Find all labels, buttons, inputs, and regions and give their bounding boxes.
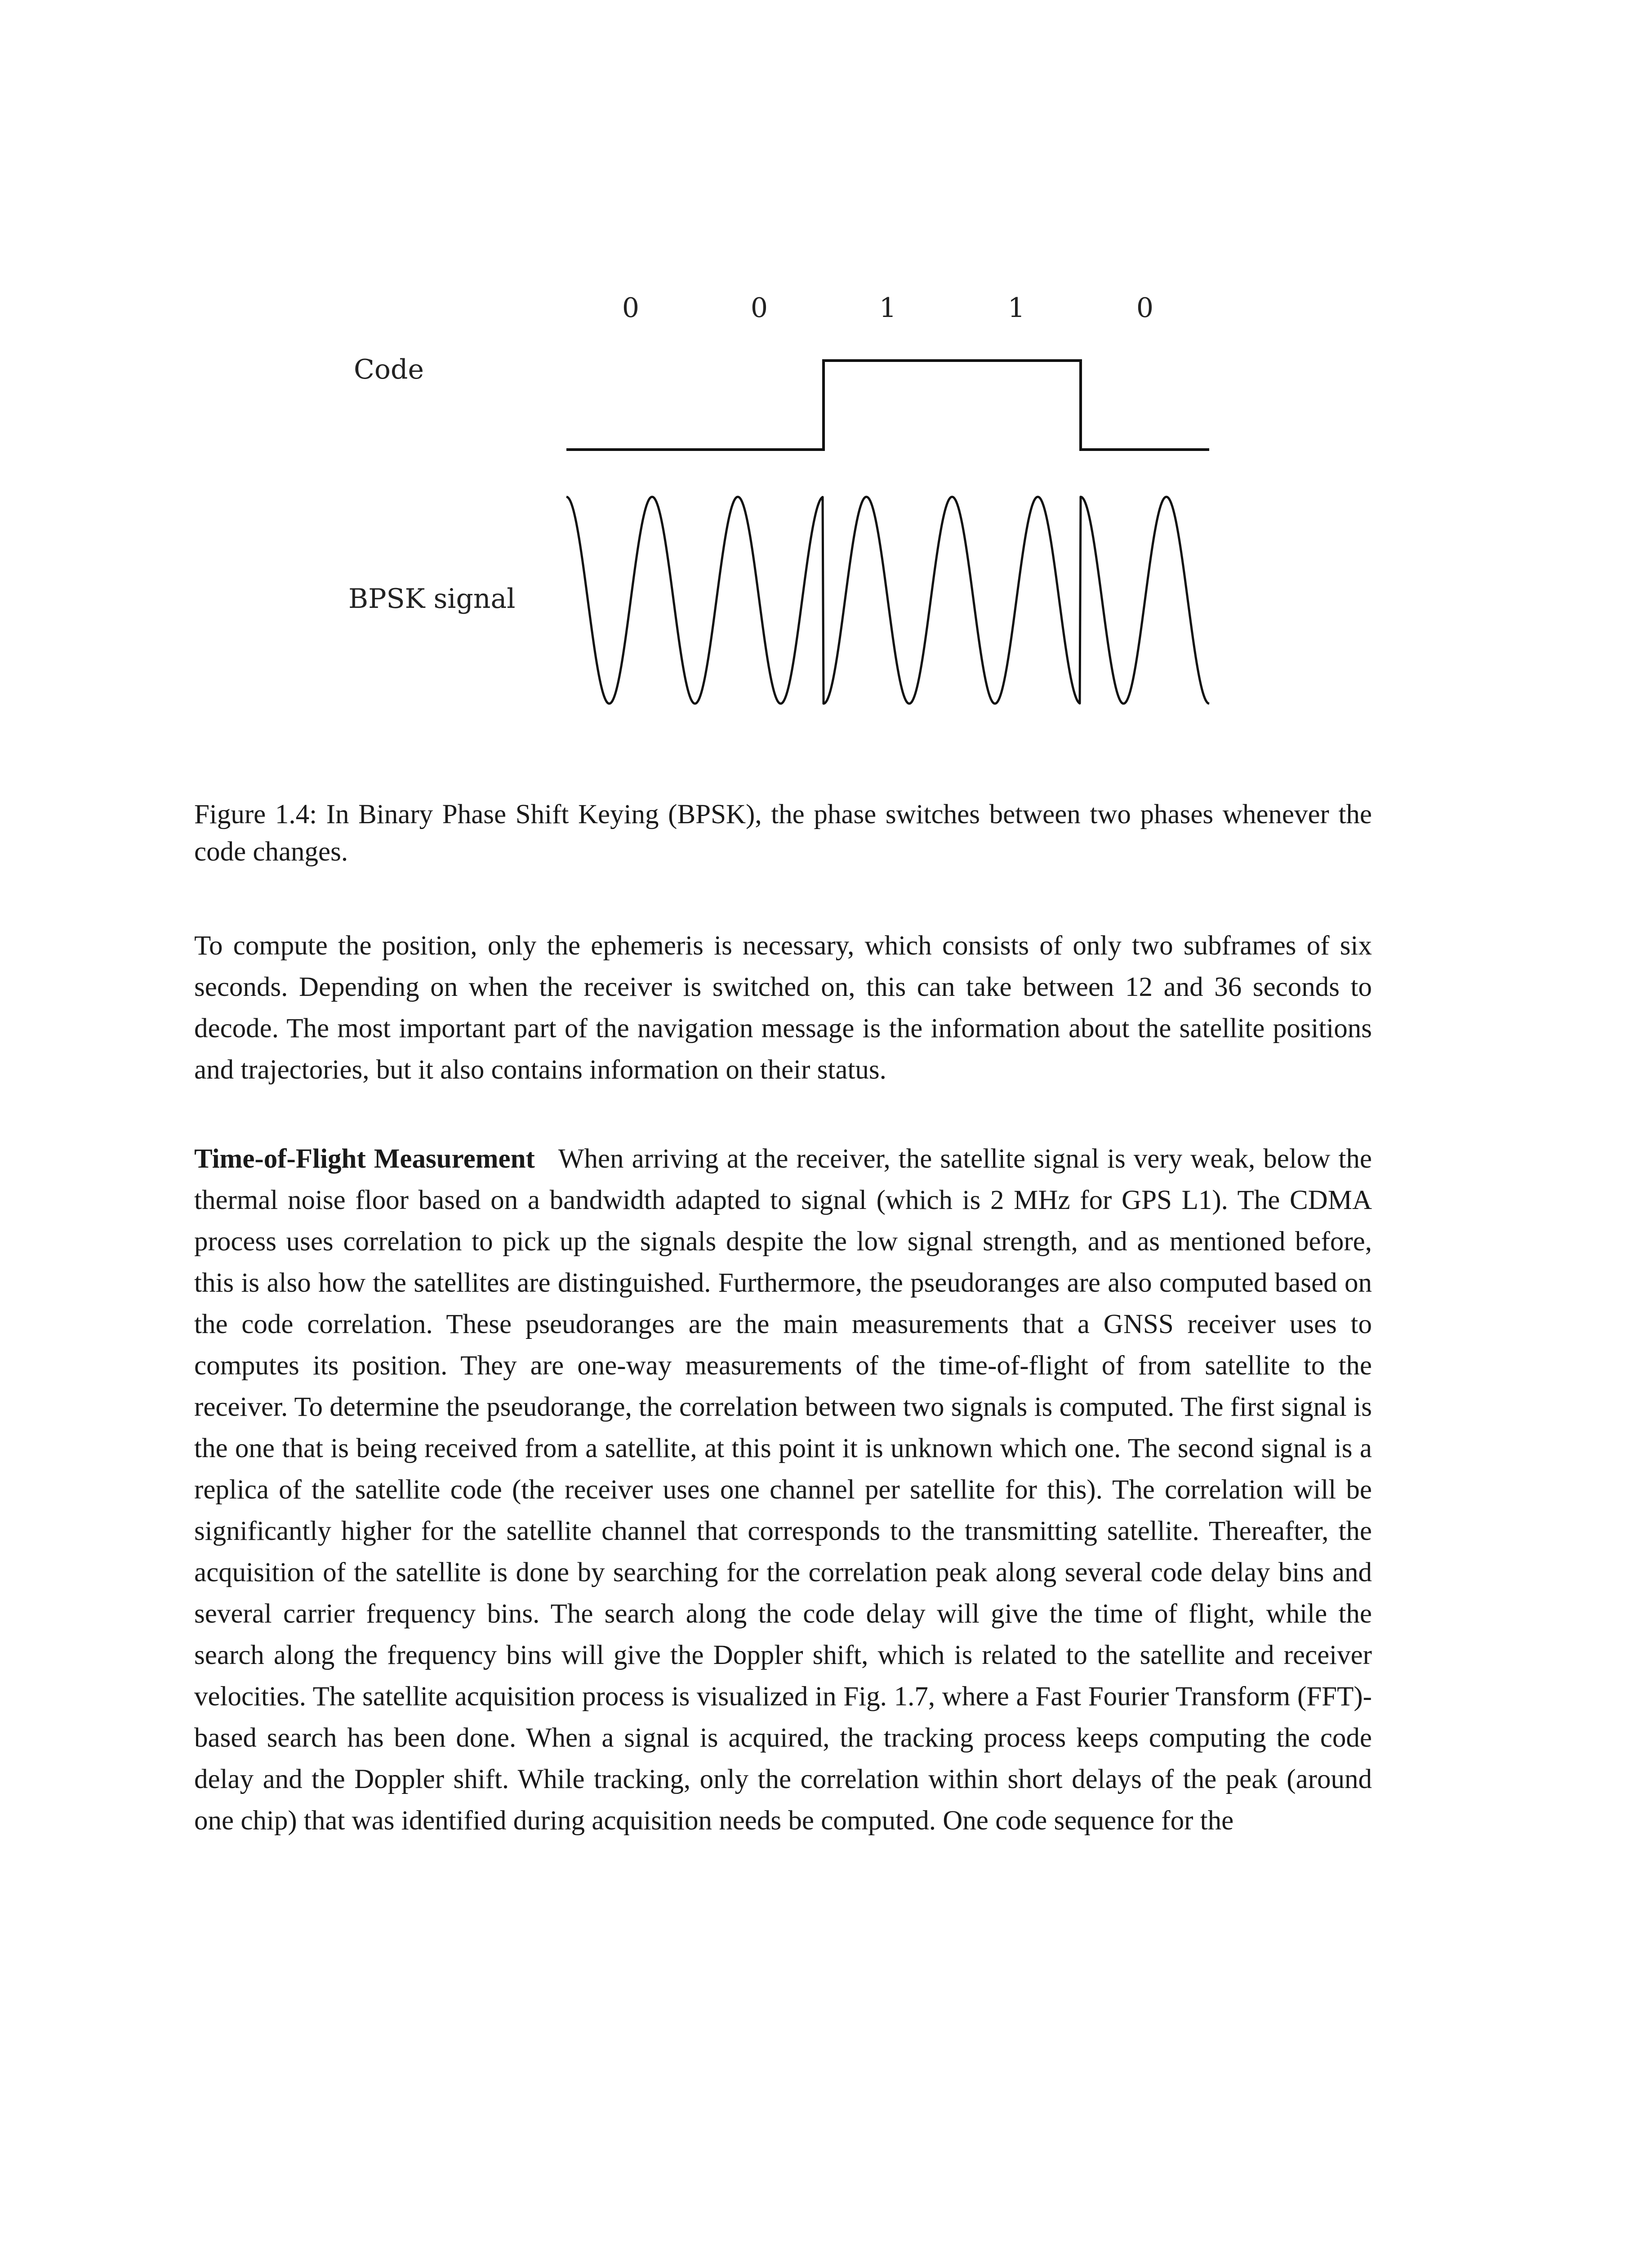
code-waveform xyxy=(566,361,1209,450)
bit-label: 0 xyxy=(1136,292,1154,324)
bit-labels xyxy=(622,292,1153,324)
bit-label: 0 xyxy=(622,292,640,324)
bpsk-diagram xyxy=(315,261,1281,764)
bit-label: 0 xyxy=(750,292,768,324)
run-in-heading: Time-of-Flight Measurement xyxy=(194,1144,535,1174)
bit-label: 1 xyxy=(879,292,897,324)
bpsk-waveform xyxy=(566,497,1209,704)
bit-label: 1 xyxy=(1007,292,1025,324)
code-label: Code xyxy=(354,354,424,385)
paragraph-ephemeris: To compute the position, only the ephemeris is necessary, which consists of only two subframes of six seconds. Depending on when the receiver is switched on, this can take between 12 and 36 seconds to decode. The most important part of the navigation message is the information about the satellite positions and trajectories, but it also contains information on their status. xyxy=(194,931,1372,1085)
figure-caption: Figure 1.4: In Binary Phase Shift Keying (BPSK), the phase switches between two phases whenever the code changes. xyxy=(194,799,1372,867)
bpsk-figure xyxy=(315,261,1281,764)
paragraph-time-of-flight xyxy=(194,1138,1372,1842)
bpsk-signal-label: BPSK signal xyxy=(348,583,516,615)
paragraph-body: When arriving at the receiver, the satellite signal is very weak, below the thermal noise floor based on a bandwidth adapted to signal (which is 2 MHz for GPS L1). The CDMA process uses correlation to pick up the signals despite the low signal strength, and as mentioned before, this is also how the satellites are distinguished. Furthermore, the pseudoranges are also computed based on the code correlation. These pseudoranges are the main measurements that a GNSS receiver uses to computes its position. They are one-way measurements of the time-of-flight of from satellite to the receiver. To determine the pseudorange, the correlation between two signals is computed. The first signal is the one that is being received from a satellite, at this point it is unknown which one. The second signal is a replica of the satellite code (the receiver uses one channel per satellite for this). The correlation will be significantly higher for the satellite channel that corresponds to the transmitting satellite. Thereafter, the acquisition of the satellite is done by searching for the correlation peak along several code delay bins and several carrier frequency bins. The search along the code delay will give the time of flight, while the search along the frequency bins will give the Doppler shift, which is related to the satellite and receiver velocities. The satellite acquisition process is visualized in Fig. 1.7, where a Fast Fourier Transform (FFT)-based search has been done. When a signal is acquired, the tracking process keeps computing the code delay and the Doppler shift. While tracking, only the correlation within short delays of the peak (around one chip) that was identified during acquisition needs be computed. One code sequence for the xyxy=(194,1144,1372,1836)
